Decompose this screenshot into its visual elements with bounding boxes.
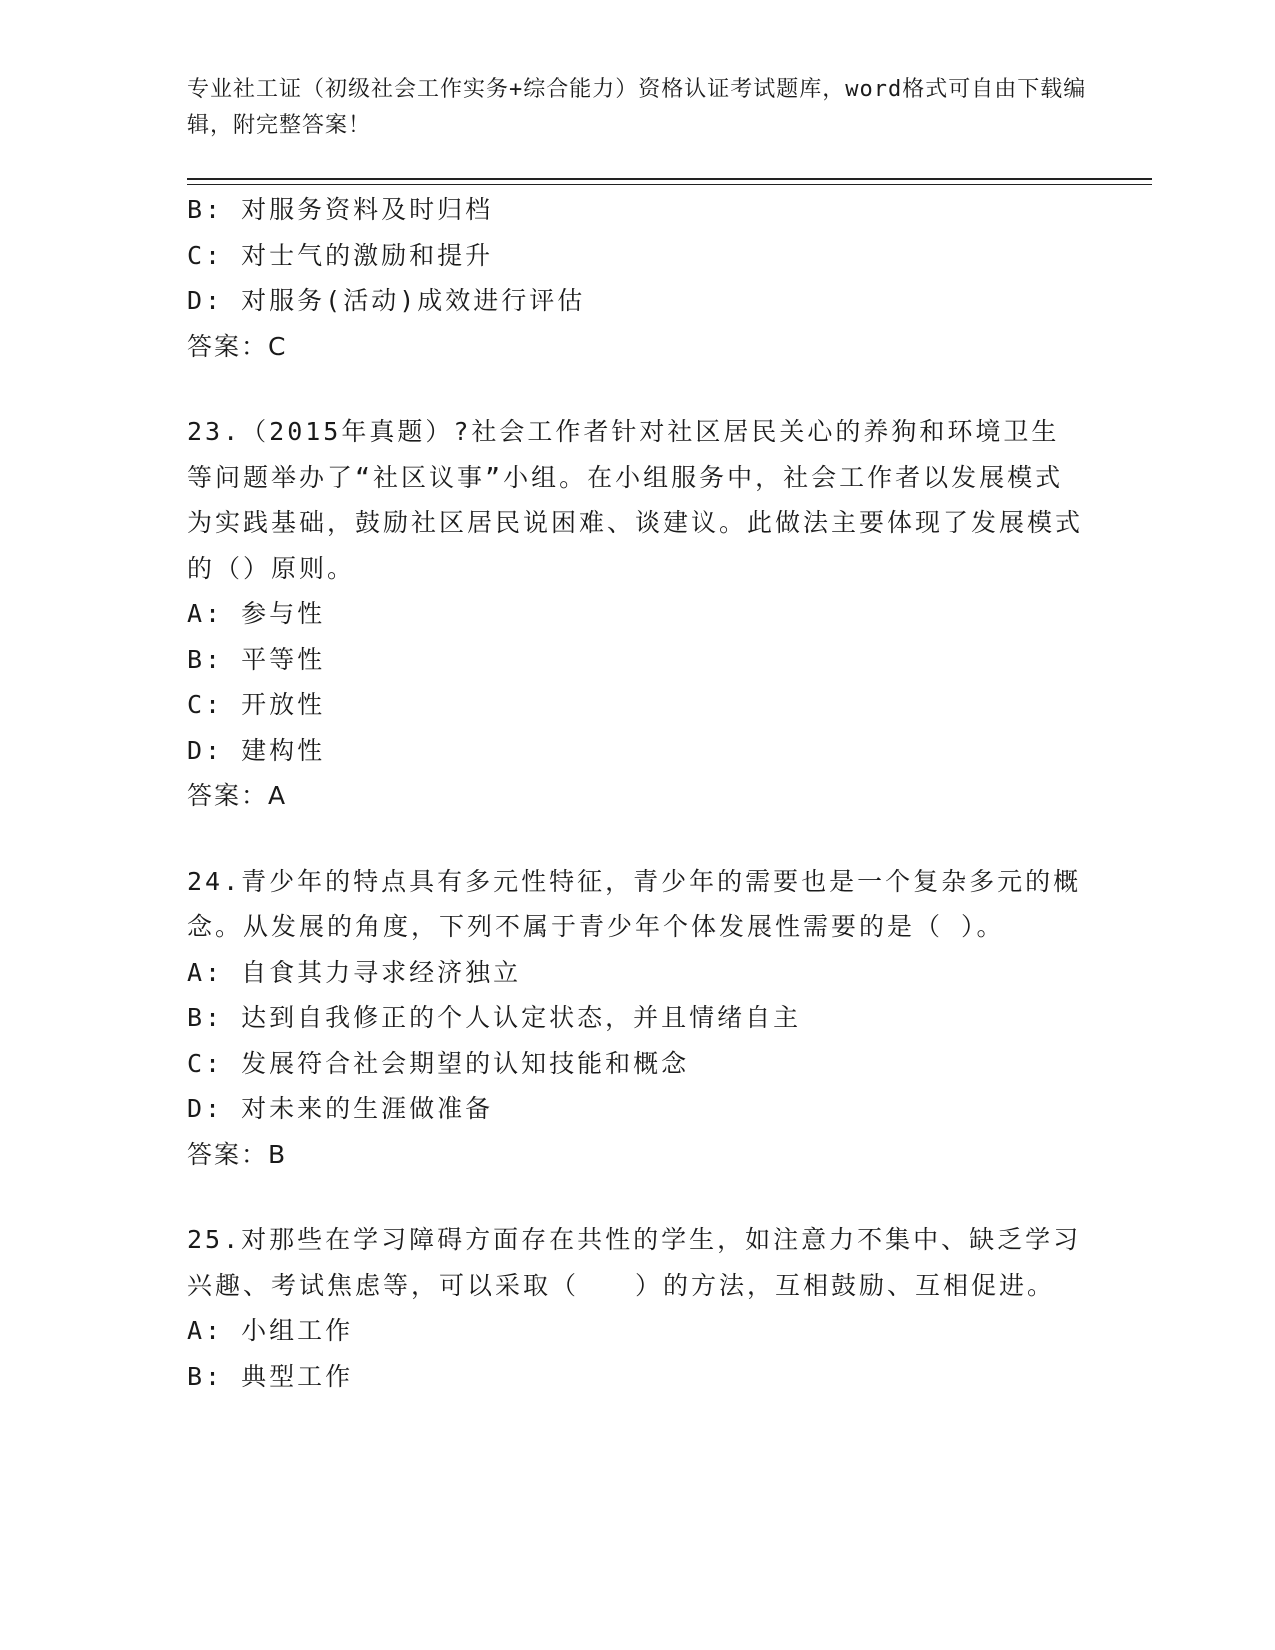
option-d: D: 对服务(活动)成效进行评估 (187, 286, 586, 315)
option-a: A: 参与性 (187, 599, 326, 628)
question-25 (187, 1217, 1087, 1399)
question-stem: 25.对那些在学习障碍方面存在共性的学生，如注意力不集中、缺乏学习兴趣、考试焦虑等，可以采取（ ）的方法，互相鼓励、互相促进。 (187, 1225, 1082, 1300)
option-a: A: 自食其力寻求经济独立 (187, 957, 522, 987)
option-b: B: 达到自我修正的个人认定状态，并且情绪自主 (187, 1003, 802, 1032)
header-divider-thin (187, 184, 1152, 185)
option-b: B: 典型工作 (187, 1361, 354, 1391)
question-24 (187, 859, 1087, 1178)
question-23 (187, 409, 1087, 819)
question-stem: 24.青少年的特点具有多元性特征，青少年的需要也是一个复杂多元的概念。从发展的角度，下列不属于青少年个体发展性需要的是（ ）。 (187, 866, 1082, 941)
option-d: D: 对未来的生涯做准备 (187, 1094, 494, 1123)
option-c: C: 对士气的激励和提升 (187, 240, 494, 270)
option-b: B: 对服务资料及时归档 (187, 195, 494, 224)
option-c: C: 发展符合社会期望的认知技能和概念 (187, 1048, 690, 1078)
document-header: 专业社工证（初级社会工作实务+综合能力）资格认证考试题库，word格式可自由下载编辑，附完整答案！ (187, 77, 1087, 138)
answer-line: 答案：C (187, 331, 288, 361)
question-stem: 23.（2015年真题）?社会工作者针对社区居民关心的养狗和环境卫生等问题举办了“社区议事”小组。在小组服务中，社会工作者以发展模式为实践基础，鼓励社区居民说困难、谈建议。此做法主要体现了发展模式的（）原则。 (187, 417, 1084, 583)
header-divider-thick (187, 178, 1152, 180)
option-a: A: 小组工作 (187, 1316, 354, 1345)
option-d: D: 建构性 (187, 735, 326, 765)
document-body (187, 187, 1087, 1399)
question-22-continued (187, 187, 1087, 369)
answer-line: 答案：B (187, 1139, 288, 1169)
answer-line: 答案：A (187, 781, 288, 810)
option-b: B: 平等性 (187, 644, 326, 674)
option-c: C: 开放性 (187, 690, 326, 719)
